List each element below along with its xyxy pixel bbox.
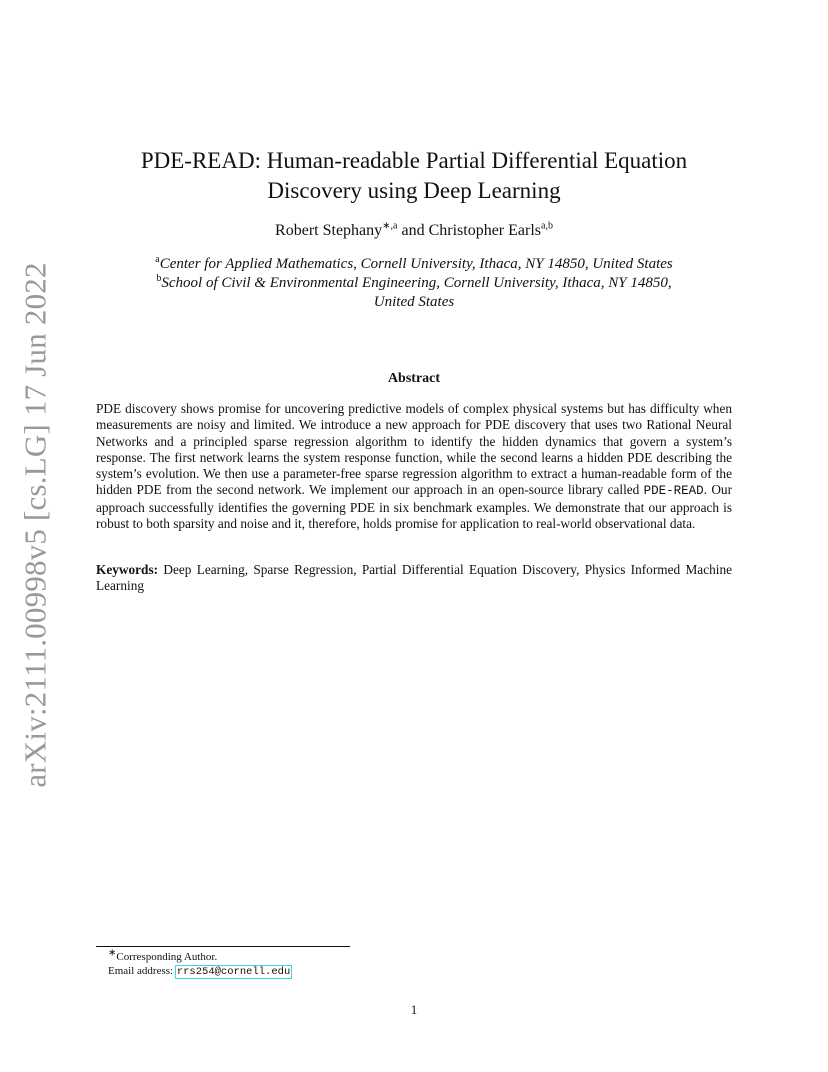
- abstract-heading: Abstract: [387, 371, 441, 386]
- keywords: [96, 562, 732, 595]
- arxiv-identifier-stamp: [10, 262, 62, 788]
- page-number: 1: [410, 1002, 418, 1017]
- footnote-mark: ∗: [108, 947, 117, 959]
- paper-title: [96, 146, 732, 206]
- affiliation-b: [96, 274, 732, 312]
- affiliation-a: [96, 255, 732, 274]
- keywords-label: Keywords:: [96, 562, 159, 577]
- arxiv-identifier-text: arXiv:2111.00998v5 [cs.LG] 17 Jun 2022: [18, 262, 54, 788]
- keywords-text: Deep Learning, Sparse Regression, Partial Differential Equation Discovery, Physics Informed Machine Learning: [96, 562, 732, 594]
- author-conjunction: and: [397, 222, 429, 239]
- title-line-1: PDE-READ: Human-readable Partial Differential Equation: [140, 148, 688, 173]
- affiliation-b-mark: b: [156, 273, 162, 284]
- author-1-marks: ∗,a: [382, 220, 398, 232]
- author-2-name: Christopher Earls: [428, 222, 541, 239]
- affiliations: [96, 255, 732, 312]
- affiliation-a-mark: a: [155, 254, 160, 265]
- library-name: PDE-READ: [643, 484, 704, 499]
- footnote-corresponding: [108, 947, 291, 964]
- abstract-body: [96, 401, 732, 532]
- footnote-corresponding-text: Corresponding Author.: [116, 951, 218, 963]
- affiliation-a-text: Center for Applied Mathematics, Cornell University, Ithaca, NY 14850, United States: [159, 256, 673, 272]
- author-list: [96, 222, 732, 240]
- title-line-2: Discovery using Deep Learning: [267, 178, 561, 203]
- abstract-text-part-1: PDE discovery shows promise for uncovering predictive models of complex physical systems but has difficulty when measurements are noisy and limited. We introduce a new approach for PDE discovery that uses two Rational Neural Networks and a principled sparse regression algorithm to identify the hidden dynamics that govern a system’s response. The first network learns the system response function, while the second learns a hidden PDE describing the system’s evolution. We then use a parameter-free sparse regression algorithm to extract a human-readable form of the hidden PDE from the second network. We implement our approach in an open-source library called: [96, 401, 732, 498]
- author-1-name: Robert Stephany: [275, 222, 383, 239]
- affiliation-b-text: School of Civil & Environmental Engineering, Cornell University, Ithaca, NY 14850,: [161, 275, 672, 291]
- abstract-text-part-2: . Our approach successfully identifies the governing PDE in six benchmark examples. We demonstrate that our approach is robust to both sparsity and noise and it, therefore, holds promise for application to real-world observational data.: [96, 482, 733, 532]
- footnote-email: [108, 964, 291, 979]
- footnote-divider: [96, 946, 350, 947]
- footnotes: [108, 947, 291, 979]
- author-2-marks: a,b: [541, 220, 553, 232]
- affiliation-b-text-continued: United States: [373, 294, 455, 310]
- email-label: Email address:: [108, 965, 176, 977]
- email-link[interactable]: rrs254@cornell.edu: [176, 966, 291, 978]
